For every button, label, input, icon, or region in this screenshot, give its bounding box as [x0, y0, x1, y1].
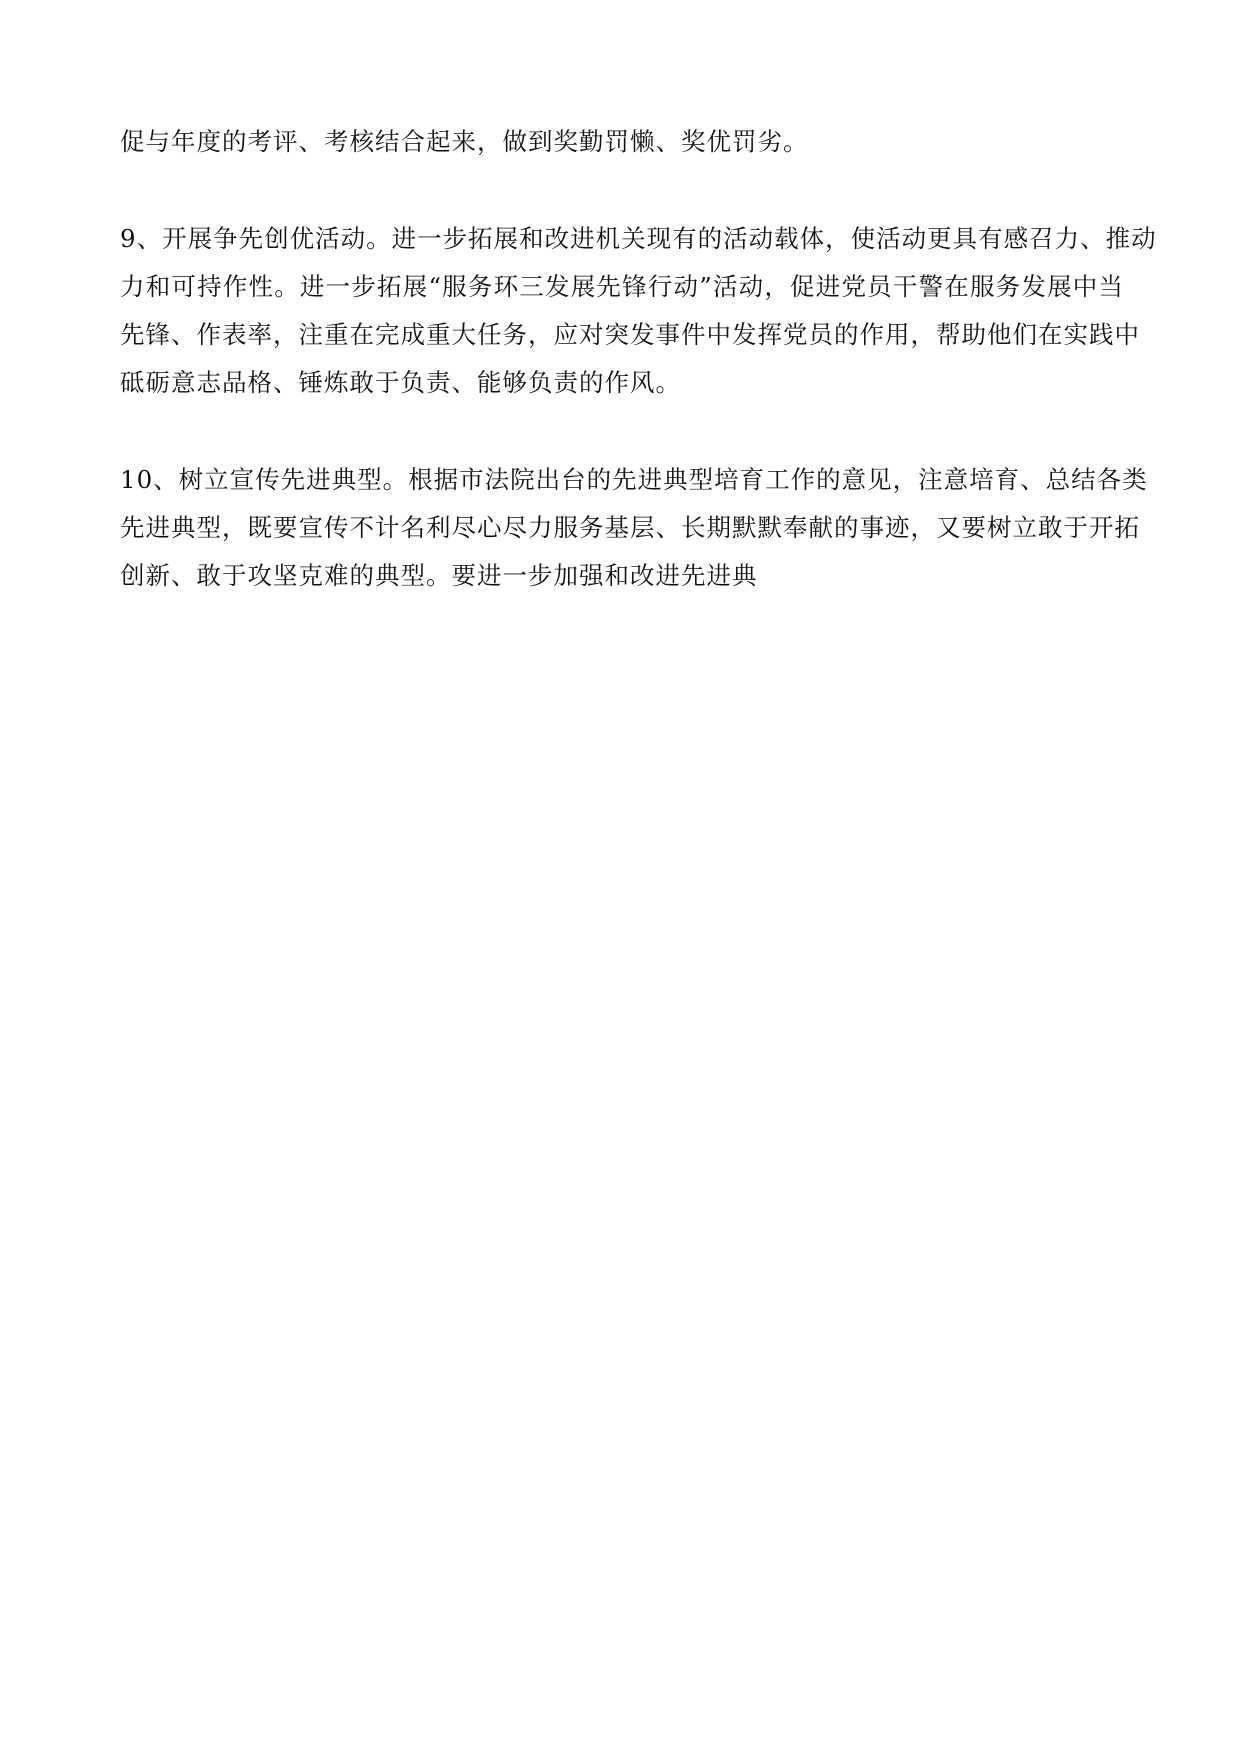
document-body: [120, 118, 1157, 600]
text-line: 力和可持作性。进一步拓展“服务环三发展先锋行动”活动，促进党员干警在服务发展中当: [120, 272, 1124, 301]
paragraph-evaluation: [120, 118, 1124, 166]
paragraph-item-10: [120, 456, 1148, 600]
text-line: 9、开展争先创优活动。进一步拓展和改进机关现有的活动载体，使活动更具有感召力、推动: [120, 224, 1157, 253]
text-line: 砥砺意志品格、锤炼敢于负责、能够负责的作风。: [120, 368, 681, 397]
paragraph-item-9: [120, 215, 1157, 407]
text-line: 先锋、作表率，注重在完成重大任务，应对突发事件中发挥党员的作用，帮助他们在实践中: [120, 320, 1140, 349]
text-line: 促与年度的考评、考核结合起来，做到奖勤罚懒、奖优罚劣。: [120, 127, 809, 156]
text-line: 创新、敢于攻坚克难的典型。要进一步加强和改进先进典: [120, 561, 758, 590]
text-line: 10、树立宣传先进典型。根据市法院出台的先进典型培育工作的意见，注意培育、总结各类: [120, 465, 1148, 494]
text-line: 先进典型，既要宣传不计名利尽心尽力服务基层、长期默默奉献的事迹，又要树立敢于开拓: [120, 513, 1140, 542]
